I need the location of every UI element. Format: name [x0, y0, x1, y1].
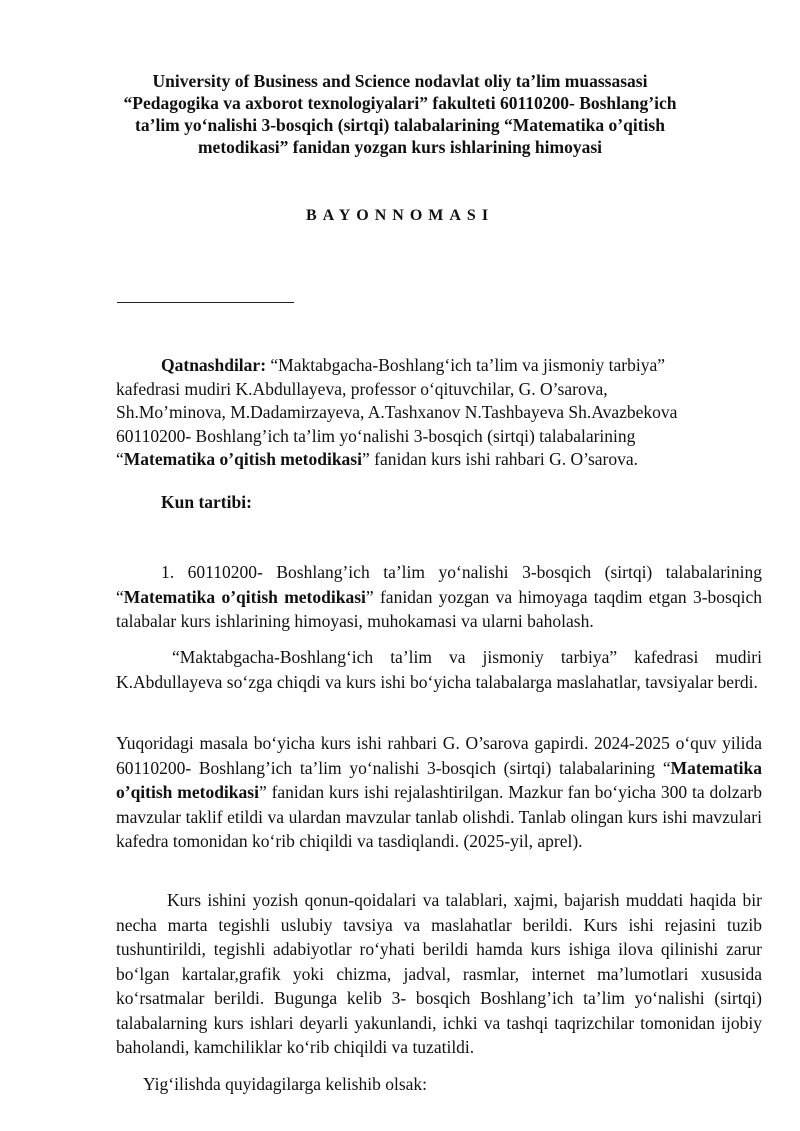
participants-line-5: “Matematika o’qitish metodikasi” fanidan kurs ishi rahbari G. O’sarova. [116, 449, 639, 469]
header-line-2: “Pedagogika va axborot texnologiyalari” fakulteti 60110200- Boshlang’ich [123, 93, 677, 113]
participants-text-1: “Maktabgacha-Boshlang‘ich ta’lim va jismoniy tarbiya” [266, 355, 666, 375]
paragraph-course-work-progress: Kurs ishini yozish qonun-qoidalari va talablari, xajmi, bajarish muddati haqida bir necha marta tegishli uslubiy tavsiya va maslahatlar berildi. Kurs ishi rejasini tuzib tushuntirildi, tegishli adabiyotlar ro‘yhati berildi hamda kurs ishiga ilova qilinishi zarur bo‘lgan kartalar,grafik yoki chizma, jadval, rasmlar, internet ma’lumotlari xususida ko‘rsatmalar berildi. Bugunga kelib 3- bosqich Boshlang’ich ta’lim yo‘nalishi (sirtqi) talabalarning kurs ishlari deyarli yakunlandi, ichki va tashqi taqrizchilar tomonidan ijobiy baholandi, kamchiliklar ko‘rib chiqildi va tuzatildi. [116, 890, 762, 1057]
subject-name: Matematika o’qitish metodikasi [116, 757, 762, 802]
subject-name: Matematika o’qitish metodikasi [123, 586, 366, 607]
participants-line-3: Sh.Mo’minova, M.Dadamirzayeva, A.Tashxanov N.Tashbayeva Sh.Avazbekova [116, 402, 678, 422]
agenda-item-1: 1. 60110200- Boshlang’ich ta’lim yo‘nalishi 3-bosqich (sirtqi) talabalarining “Matematika o’qitish metodikasi” fanidan yozgan va himoyaga taqdim etgan 3-bosqich talabalar kurs ishlarining himoyasi, muhokamasi va ularni baholash. [116, 562, 762, 631]
participants-line-1 [116, 354, 762, 378]
participants-line-2: kafedrasi mudiri K.Abdullayeva, professor o‘qituvchilar, G. O’sarova, [116, 378, 608, 399]
header-line-1: University of Business and Science nodavlat oliy ta’lim muassasasi [152, 71, 648, 91]
blank-underline [117, 302, 294, 303]
participants-paragraph [116, 354, 762, 472]
header-line-3: ta’lim yo‘nalishi 3-bosqich (sirtqi) talabalarining “Matematika o’qitish [135, 115, 665, 135]
subject-name: Matematika o’qitish metodikasi [123, 449, 362, 469]
document-title: BAYONNOMASI [305, 207, 495, 224]
participants-label: Qatnashdilar: [161, 355, 267, 375]
paragraph-head-speech: “Maktabgacha-Boshlang‘ich ta’lim va jismoniy tarbiya” kafedrasi mudiri K.Abdullayeva so‘zga chiqdi va kurs ishi bo‘yicha talabalarga maslahatlar, tavsiyalar berdi. [116, 647, 762, 692]
paragraph-agreement: Yig‘ilishda quyidagilarga kelishib olsak: [143, 1074, 428, 1094]
document-header [100, 70, 700, 158]
header-line-4: metodikasi” fanidan yozgan kurs ishlarining himoyasi [197, 137, 603, 157]
paragraph-supervisor-speech: Yuqoridagi masala bo‘yicha kurs ishi rahbari G. O’sarova gapirdi. 2024-2025 o‘quv yilida 60110200- Boshlang’ich ta’lim yo‘nalishi 3-bosqich (sirtqi) talabalarining “Matematika o’qitish metodikasi” fanidan kurs ishi rejalashtirilgan. Mazkur fan bo‘yicha 300 ta dolzarb mavzular taklif etildi va ulardan mavzular tanlab olishdi. Tanlab olingan kurs ishi mavzulari kafedra tomonidan ko‘rib chiqildi va tasdiqlandi. (2025-yil, aprel). [116, 733, 763, 851]
agenda-label: Kun tartibi: [161, 492, 252, 512]
participants-line-4: 60110200- Boshlang’ich ta’lim yo‘nalishi 3-bosqich (sirtqi) talabalarining [116, 425, 636, 446]
